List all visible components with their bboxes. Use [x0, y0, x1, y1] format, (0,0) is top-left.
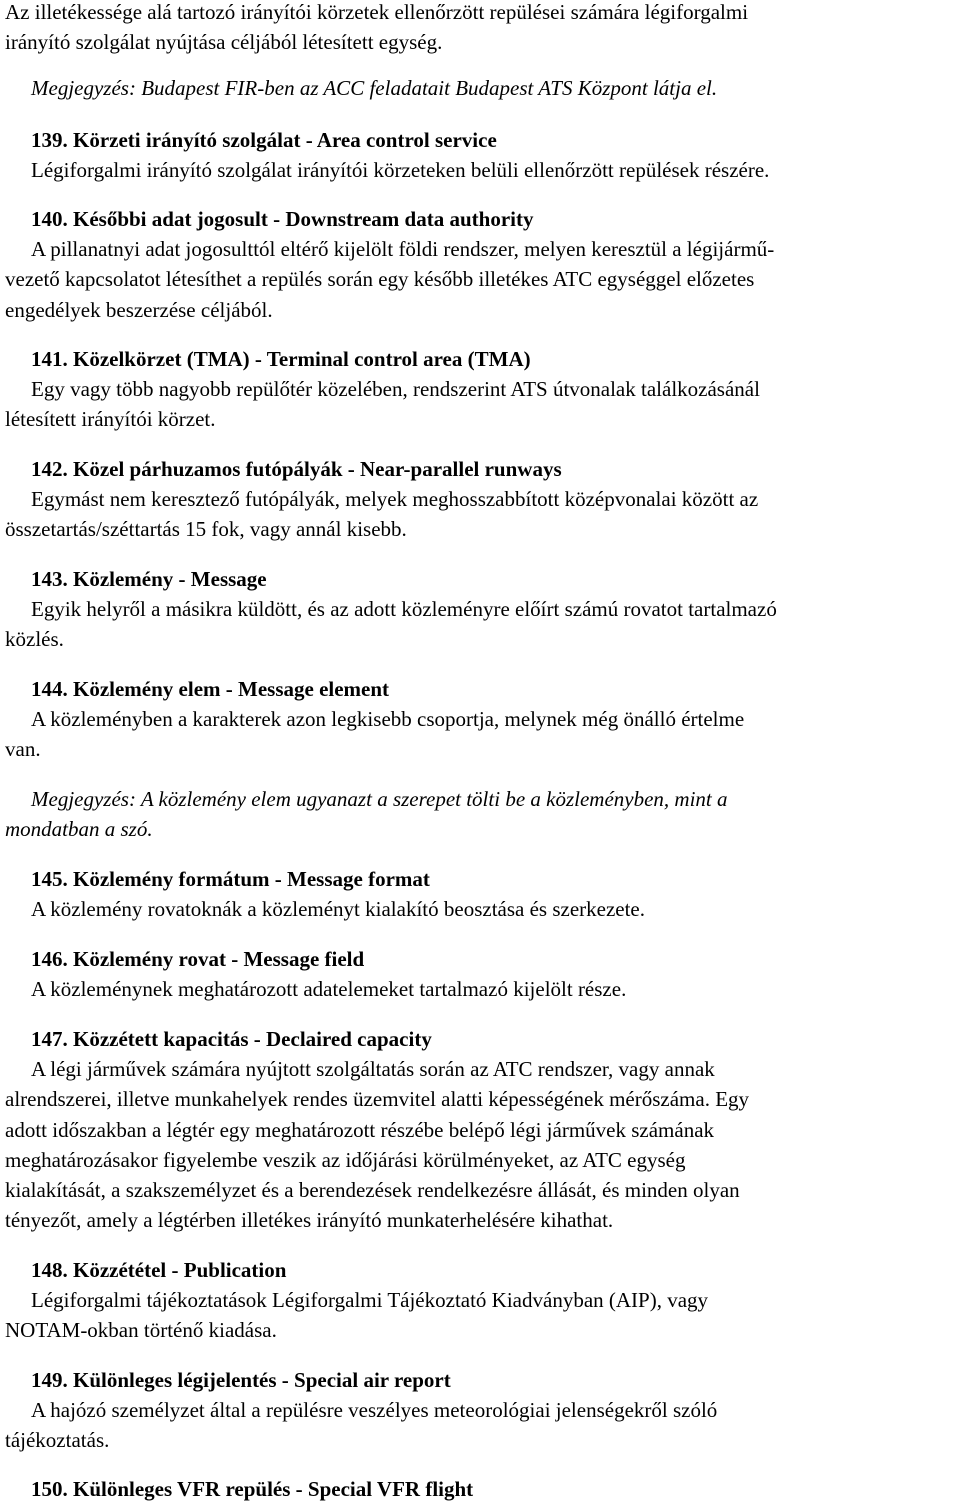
entry-line: A közlemény rovatoknák a közleményt kialakító beosztása és szerkezete. [31, 897, 646, 922]
entry-title: 139. Körzeti irányító szolgálat - Area control service [31, 128, 497, 152]
entry-line: A pillanatnyi adat jogosulttól eltérő kijelölt földi rendszer, melyen keresztül a légijármű- [31, 237, 775, 262]
entry-139 [5, 125, 960, 185]
entry-line: alrendszerei, illetve munkahelyek rendes üzemvitel alatti képességének mérőszáma. Egy [5, 1087, 750, 1112]
entry-line: Légiforgalmi irányító szolgálat irányítói körzeteken belüli ellenőrzött repülések részére. [31, 158, 770, 183]
entry-142 [5, 454, 960, 545]
note-fir [5, 73, 960, 103]
entry-title: 146. Közlemény rovat - Message field [31, 947, 365, 971]
entry-title: 145. Közlemény formátum - Message format [31, 867, 430, 891]
entry-line: A közleménynek meghatározott adatelemeket tartalmazó kijelölt része. [31, 977, 627, 1002]
note-line: mondatban a szó. [5, 817, 153, 842]
entry-line: létesített irányítói körzet. [5, 407, 216, 432]
entry-line: A közleményben a karakterek azon legkisebb csoportja, melynek még önálló értelme [31, 707, 745, 732]
entry-line: tényezőt, amely a légtérben illetékes irányító munkaterhelésére kihathat. [5, 1208, 614, 1233]
entry-144 [5, 674, 960, 765]
intro-line: Az illetékessége alá tartozó irányítói körzetek ellenőrzött repülései számára légiforgalmi [5, 0, 749, 24]
entry-147 [5, 1024, 960, 1235]
entry-line: engedélyek beszerzése céljából. [5, 297, 273, 322]
entry-line: NOTAM-okban történő kiadása. [5, 1318, 277, 1343]
note-144 [5, 784, 960, 844]
entry-title: 140. Későbbi adat jogosult - Downstream data authority [31, 207, 534, 231]
entry-141 [5, 344, 960, 435]
entry-140 [5, 204, 960, 325]
entry-title: 143. Közlemény - Message [31, 567, 267, 591]
entry-148 [5, 1255, 960, 1346]
entry-line: Egyik helyről a másikra küldött, és az adott közleményre előírt számú rovatot tartalmazó [31, 597, 777, 622]
entry-146 [5, 944, 960, 1004]
entry-title: 149. Különleges légijelentés - Special air report [31, 1368, 451, 1392]
entry-title: 150. Különleges VFR repülés - Special VFR flight [31, 1477, 474, 1501]
entry-line: közlés. [5, 627, 64, 652]
entry-title: 148. Közzététel - Publication [31, 1258, 287, 1282]
entry-line: meghatározásakor figyelembe veszik az időjárási körülményeket, az ATC egység [5, 1147, 686, 1172]
entry-line: A hajózó személyzet által a repülésre veszélyes meteorológiai jelenségekről szóló [31, 1398, 718, 1423]
intro-paragraph [5, 0, 960, 57]
entry-line: tájékoztatás. [5, 1428, 110, 1453]
entry-143 [5, 564, 960, 655]
entry-line: vezető kapcsolatot létesíthet a repülés során egy később illetékes ATC egységgel előzetes [5, 267, 755, 292]
entry-line: kialakítását, a szakszemélyzet és a berendezések rendelkezésre állását, és minden olyan [5, 1178, 740, 1203]
entry-line: van. [5, 737, 41, 762]
entry-150 [5, 1474, 960, 1504]
note-line: Megjegyzés: A közlemény elem ugyanazt a szerepet tölti be a közleményben, mint a [31, 787, 728, 811]
entry-line: összetartás/széttartás 15 fok, vagy annál kisebb. [5, 517, 407, 542]
entry-149 [5, 1365, 960, 1456]
entry-title: 141. Közelkörzet (TMA) - Terminal control area (TMA) [31, 347, 531, 371]
entry-title: 142. Közel párhuzamos futópályák - Near-parallel runways [31, 457, 562, 481]
entry-145 [5, 864, 960, 924]
entry-line: adott időszakban a légtér egy meghatározott részébe belépő légi járművek számának [5, 1117, 715, 1142]
intro-line: irányító szolgálat nyújtása céljából létesített egység. [5, 30, 443, 55]
entry-title: 144. Közlemény elem - Message element [31, 677, 390, 701]
entry-line: A légi járművek számára nyújtott szolgáltatás során az ATC rendszer, vagy annak [31, 1057, 715, 1082]
entry-title: 147. Közzétett kapacitás - Declaired capacity [31, 1027, 432, 1051]
entry-line: Egymást nem keresztező futópályák, melyek meghosszabbított középvonalai között az [31, 487, 759, 512]
note-line: Megjegyzés: Budapest FIR-ben az ACC feladatait Budapest ATS Központ látja el. [31, 76, 718, 100]
entry-line: Egy vagy több nagyobb repülőtér közelében, rendszerint ATS útvonalak találkozásánál [31, 377, 760, 402]
entry-line: Légiforgalmi tájékoztatások Légiforgalmi Tájékoztató Kiadványban (AIP), vagy [31, 1288, 709, 1313]
